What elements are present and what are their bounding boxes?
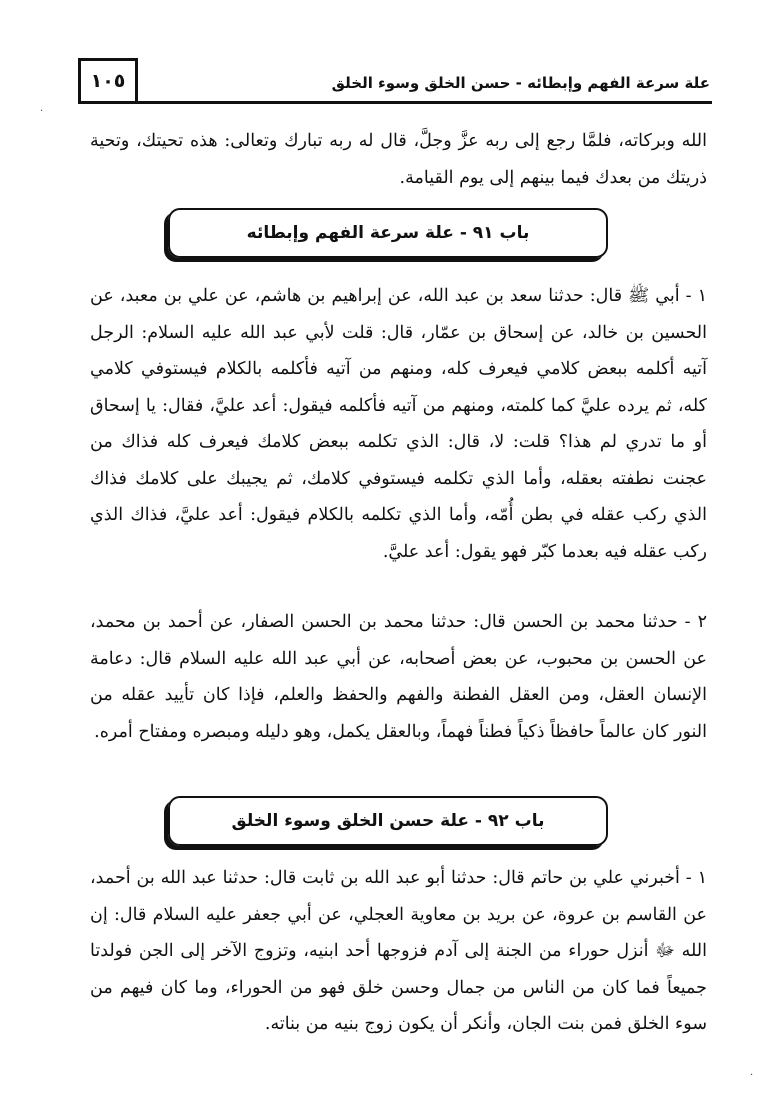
hadith-paragraph-2: ٢ - حدثنا محمد بن الحسن قال: حدثنا محمد بن الحسن الصفار، عن أحمد بن محمد، عن الحسن بن محبوب، عن بعض أصحابه، عن أبي عبد الله عليه السلام قال: دعامة الإنسان العقل، ومن العقل الفطنة والفهم والحفظ والعلم، فإذا كان تأييد عقله من النور كان عالماً حافظاً ذكياً فطناً فهماً، وبالعقل يكمل، وهو دليله ومبصره ومفتاح أمره. [90, 612, 707, 742]
chapter-heading-92 [168, 796, 608, 846]
page-number: ١٠٥ [90, 70, 126, 92]
chapter-heading-91 [168, 208, 608, 258]
chapter-title: باب ٩١ - علة سرعة الفهم وإبطائه [246, 223, 530, 243]
page-number-box [78, 58, 138, 101]
page-edge-mark: · [750, 1070, 754, 1081]
header-rule [78, 101, 712, 104]
chapter-title: باب ٩٢ - علة حسن الخلق وسوء الخلق [231, 811, 545, 831]
page-edge-mark: · [40, 106, 44, 117]
hadith-paragraph-3: ١ - أخبرني علي بن حاتم قال: حدثنا أبو عبد الله بن ثابت قال: حدثنا عبد الله بن أحمد، عن القاسم بن عروة، عن بريد بن معاوية العجلي، عن أبي جعفر عليه السلام قال: إن الله ﷻ أنزل حوراء من الجنة إلى آدم فزوجها أحد ابنيه، وتزوج الآخر إلى الجن فولدتا جميعاً فما كان من الناس من جمال وحسن خلق فهو من الحوراء، وما كان فيهم من سوء الخلق فمن بنت الجان، وأنكر أن يكون زوج بنيه من بناته. [90, 868, 707, 1034]
page-header [78, 58, 712, 104]
hadith-paragraph-1: ١ - أبي ﷺ قال: حدثنا سعد بن عبد الله، عن إبراهيم بن هاشم، عن علي بن معبد، عن الحسين بن خالد، عن إسحاق بن عمّار، قال: قلت لأبي عبد الله عليه السلام: الرجل آتيه أكلمه ببعض كلامي فيعرف كله، ومنهم من آتيه فأكلمه بالكلام فيستوفي كلامي كله، ثم يرده عليَّ كما كلمته، ومنهم من آتيه فأكلمه فيقول: أعد عليَّ، فقال: يا إسحاق أو ما تدري لم هذا؟ قلت: لا، قال: الذي تكلمه ببعض كلامك فيعرف كله فذاك من عجنت نطفته بعقله، وأما الذي تكلمه فيستوفي كلامك، ثم يجيبك على كلامك فذاك الذي ركب عقله في بطن أُمّه، وأما الذي تكلمه بالكلام فيقول: أعد عليَّ، فذاك الذي ركب عقله فيه بعدما كبّر فهو يقول: أعد عليَّ. [90, 286, 707, 562]
running-title: علة سرعة الفهم وإبطائه - حسن الخلق وسوء الخلق [331, 74, 710, 92]
paragraph-continuation: الله وبركاته، فلمَّا رجع إلى ربه عزَّ وجلَّ، قال له ربه تبارك وتعالى: هذه تحيتك، وتحية ذريتك من بعدك فيما بينهم إلى يوم القيامة. [90, 131, 707, 188]
